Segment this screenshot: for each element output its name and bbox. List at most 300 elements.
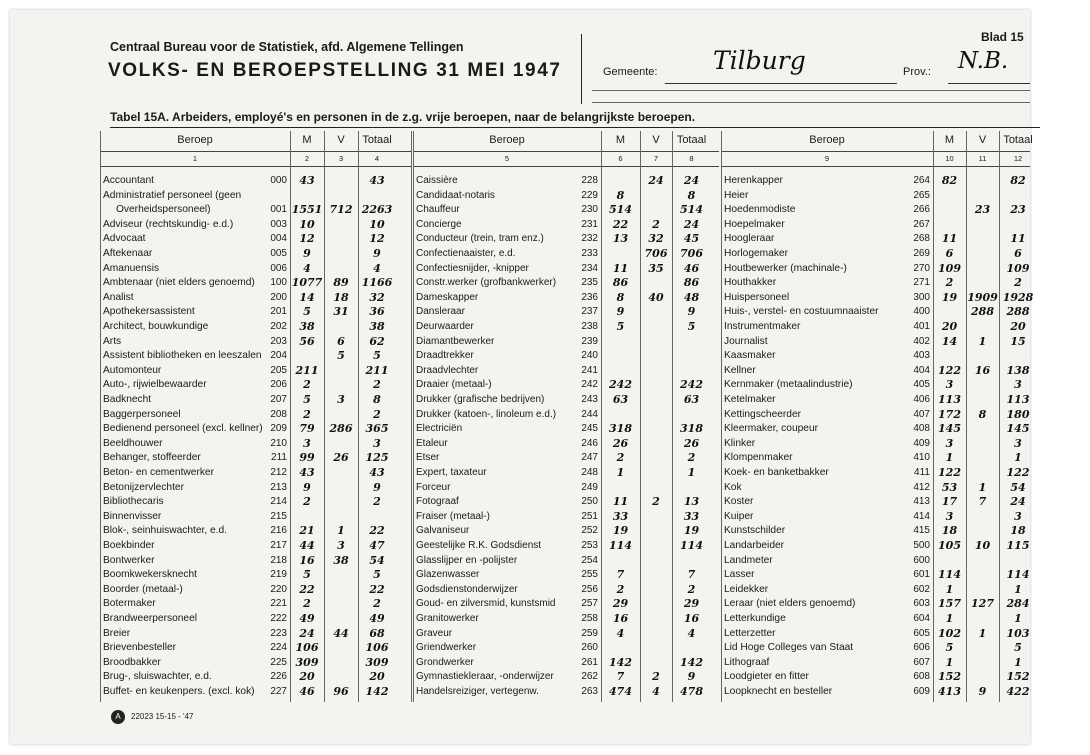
total-count: 145 — [1006, 422, 1030, 436]
occupation-code: 403 — [913, 350, 930, 362]
male-count: 14 — [941, 334, 958, 348]
male-count: 109 — [938, 261, 961, 275]
total-count: 12 — [369, 232, 385, 246]
occupation-code: 600 — [913, 554, 930, 566]
occupation-name: Houtbewerker (machinale-) — [724, 262, 847, 274]
occupation-header: Beroep — [177, 134, 213, 146]
occupation-code: 270 — [913, 262, 930, 274]
female-count: 127 — [971, 597, 994, 611]
male-count: 1 — [945, 582, 954, 596]
female-count: 4 — [652, 685, 660, 698]
occupation-code: 001 — [270, 204, 287, 216]
total-count: 2 — [1014, 276, 1022, 290]
female-count: 23 — [974, 203, 991, 217]
occupation-name: Boekbinder — [103, 540, 155, 551]
female-count: 31 — [333, 305, 349, 319]
occupation-code: 410 — [913, 452, 930, 464]
occupation-name: Analist — [103, 291, 134, 303]
male-count: 20 — [299, 670, 315, 684]
occupation-code: 227 — [270, 686, 287, 697]
occupation-code: 402 — [913, 335, 930, 347]
occupation-code: 608 — [913, 671, 930, 683]
total-count: 63 — [683, 393, 700, 406]
occupation-code: 237 — [581, 306, 598, 318]
male-count: 142 — [609, 655, 632, 669]
total-count: 24 — [683, 217, 700, 231]
total-count: 10 — [369, 217, 385, 231]
female-count: 5 — [337, 349, 345, 363]
occupation-name: Fotograaf — [416, 496, 459, 508]
occupation-code: 220 — [270, 583, 287, 595]
occupation-table-3 — [721, 131, 1034, 702]
total-count: 20 — [369, 670, 385, 684]
form-code: 22023 15-15 - '47 — [131, 712, 194, 721]
total-count: 288 — [1006, 305, 1030, 319]
occupation-name: Binnenvisser — [103, 510, 162, 522]
occupation-name: Leraar (niet elders genoemd) — [724, 598, 856, 610]
total-count: 142 — [365, 685, 389, 698]
occupation-name: Godsdienstonderwijzer — [416, 583, 518, 595]
total-count: 9 — [687, 670, 696, 684]
occupation-code: 405 — [913, 379, 930, 391]
occupation-code: 231 — [581, 218, 598, 230]
occupation-name: Journalist — [724, 335, 768, 347]
male-count: 318 — [609, 422, 632, 436]
male-count: 4 — [303, 261, 311, 275]
occupation-code: 257 — [581, 598, 598, 610]
male-count: 1 — [616, 466, 625, 479]
occupation-code: 208 — [270, 408, 287, 420]
occupation-name: Dansleraar — [416, 306, 465, 318]
male-count: 26 — [612, 436, 629, 450]
male-count: 43 — [299, 174, 315, 187]
male-count: 5 — [303, 305, 311, 319]
occupation-code: 251 — [581, 510, 598, 522]
male-count: 56 — [299, 334, 315, 348]
total-count: 2 — [373, 495, 381, 509]
occupation-code: 250 — [581, 496, 598, 508]
total-count: 106 — [365, 641, 389, 655]
occupation-name: Kuiper — [724, 510, 754, 522]
occupation-code: 268 — [913, 233, 930, 245]
occupation-name: Accountant — [103, 175, 154, 186]
occupation-name: Electriciën — [416, 423, 463, 435]
occupation-code: 269 — [913, 248, 930, 259]
total-count: 45 — [683, 232, 700, 246]
occupation-code: 003 — [270, 218, 287, 230]
male-header: M — [944, 134, 955, 146]
occupation-name: Houthakker — [724, 277, 777, 289]
occupation-name: Glasslijper en -polijster — [416, 554, 518, 566]
male-count: 18 — [941, 524, 958, 538]
occupation-code: 248 — [581, 467, 598, 478]
male-count: 11 — [612, 495, 629, 509]
occupation-name: Landarbeider — [724, 540, 785, 551]
occupation-name: Behanger, stoffeerder — [103, 452, 201, 464]
occupation-name: Bedienend personeel (excl. kellner) — [103, 423, 263, 435]
female-count: 8 — [978, 407, 987, 421]
male-count: 82 — [941, 174, 958, 187]
occupation-code: 223 — [270, 627, 287, 639]
gemeente-label: Gemeente: — [603, 66, 658, 78]
occupation-code: 218 — [270, 554, 287, 566]
male-count: 22 — [612, 217, 629, 231]
male-count: 19 — [941, 290, 958, 304]
female-count: 96 — [333, 685, 349, 698]
total-count: 2263 — [361, 203, 393, 217]
total-count: 478 — [680, 685, 703, 698]
occupation-name: Glazenwasser — [416, 569, 480, 581]
occupation-name: Confectienaaister, e.d. — [416, 248, 516, 259]
total-count: 5 — [1014, 641, 1022, 655]
occupation-code: 225 — [270, 656, 287, 668]
total-count: 114 — [680, 539, 703, 552]
occupation-name: Forceur — [416, 481, 451, 493]
occupation-code: 210 — [270, 437, 287, 449]
female-count: 1 — [978, 334, 987, 348]
occupation-name: Boomkwekersknecht — [103, 569, 197, 581]
total-count: 4 — [373, 261, 381, 275]
column-number: 2 — [304, 154, 310, 163]
occupation-name: Baggerpersoneel — [103, 408, 181, 420]
total-count: 115 — [1006, 539, 1030, 552]
occupation-name: Etser — [416, 452, 440, 464]
total-count: 3 — [373, 436, 381, 450]
total-count: 46 — [683, 261, 700, 275]
column-number: 9 — [824, 154, 830, 163]
male-count: 5 — [303, 568, 311, 582]
occupation-code: 408 — [913, 423, 930, 435]
occupation-code: 254 — [581, 554, 598, 566]
occupation-name: Letterzetter — [724, 627, 776, 639]
sheet-number — [981, 30, 1024, 44]
occupation-name: Chauffeur — [416, 204, 460, 216]
total-count: 3 — [1014, 509, 1022, 523]
male-count: 7 — [616, 670, 625, 684]
total-count: 5 — [373, 568, 381, 582]
total-count: 318 — [680, 422, 703, 436]
total-count: 47 — [369, 539, 385, 552]
occupation-name: Kettingscheerder — [724, 408, 802, 420]
column-rule — [324, 131, 325, 702]
total-count: 32 — [369, 290, 385, 304]
male-count: 38 — [299, 320, 315, 333]
male-count: 3 — [945, 436, 954, 450]
occupation-code: 201 — [270, 306, 287, 318]
male-count: 8 — [616, 188, 625, 202]
occupation-code: 005 — [270, 248, 287, 259]
column-number: 5 — [504, 154, 510, 163]
occupation-code: 260 — [581, 642, 598, 654]
female-count: 706 — [644, 247, 668, 260]
male-count: 19 — [612, 524, 629, 538]
occupation-name: Hoepelmaker — [724, 218, 785, 230]
occupation-code: 241 — [581, 364, 598, 376]
female-header: V — [337, 134, 345, 146]
total-count: 48 — [683, 290, 700, 304]
female-count: 3 — [337, 539, 345, 552]
occupation-code: 209 — [270, 423, 287, 435]
occupation-name: Broodbakker — [103, 656, 161, 668]
total-count: 514 — [680, 203, 703, 217]
total-count: 54 — [369, 553, 385, 567]
total-count: 82 — [1010, 174, 1026, 187]
occupation-code: 232 — [581, 233, 598, 245]
occupation-name: Diamantbewerker — [416, 335, 495, 347]
column-number: 12 — [1013, 154, 1023, 163]
total-count: 5 — [373, 349, 381, 363]
total-count: 180 — [1006, 407, 1030, 421]
blad-number: 15 — [1010, 30, 1024, 44]
occupation-code: 413 — [913, 496, 930, 508]
occupation-name: Architect, bouwkundige — [103, 321, 209, 332]
male-count: 157 — [938, 597, 961, 611]
occupation-name: Etaleur — [416, 437, 448, 449]
total-header: Totaal — [362, 134, 392, 146]
female-count: 3 — [337, 393, 345, 406]
occupation-code: 230 — [581, 204, 598, 216]
column-number: 10 — [945, 154, 954, 163]
occupation-name: Beeldhouwer — [103, 437, 163, 449]
occupation-name: Ketelmaker — [724, 394, 776, 405]
female-count: 38 — [333, 553, 349, 567]
male-count: 10 — [299, 217, 315, 231]
total-count: 7 — [687, 568, 696, 582]
occupation-name: Leidekker — [724, 583, 769, 595]
occupation-name: Conducteur (trein, tram enz.) — [416, 233, 544, 245]
province-line — [948, 83, 1030, 84]
male-count: 22 — [299, 582, 315, 596]
table-title: Tabel 15A. Arbeiders, employé's en personen in de z.g. vrije beroepen, naar de belangrijkste beroepen. — [110, 110, 696, 124]
male-count: 114 — [609, 539, 632, 552]
occupation-name: Landmeter — [724, 554, 773, 566]
occupation-code: 222 — [270, 613, 287, 624]
occupation-code: 229 — [581, 189, 598, 201]
occupation-name: Klinker — [724, 437, 756, 449]
total-count: 15 — [1010, 334, 1026, 348]
total-count: 16 — [683, 612, 700, 625]
occupation-code: 244 — [581, 408, 598, 420]
occupation-code: 601 — [913, 569, 930, 581]
column-number: 11 — [978, 154, 987, 163]
male-count: 474 — [609, 685, 632, 698]
column-rule — [413, 131, 414, 702]
male-count: 242 — [609, 378, 632, 392]
male-count: 514 — [609, 203, 632, 217]
occupation-name: Arts — [103, 335, 122, 347]
header-rule — [592, 102, 1030, 103]
occupation-name: Candidaat-notaris — [416, 189, 495, 201]
total-count: 242 — [680, 378, 703, 392]
occupation-name: Hoogleraar — [724, 233, 775, 245]
occupation-name: Expert, taxateur — [416, 467, 487, 478]
occupation-name: Huis-, verstel- en costuumnaaister — [724, 306, 879, 318]
male-count: 2 — [303, 495, 311, 509]
occupation-code: 246 — [581, 437, 598, 449]
occupation-name: Instrumentmaker — [724, 321, 801, 332]
occupation-name: Brug-, sluiswachter, e.d. — [103, 671, 212, 683]
occupation-name: Griendwerker — [416, 642, 477, 654]
occupation-name: Letterkundige — [724, 613, 786, 624]
total-count: 1 — [1014, 612, 1022, 625]
occupation-name: Heier — [724, 189, 749, 201]
male-count: 46 — [299, 685, 315, 698]
male-count: 11 — [941, 232, 958, 246]
male-count: 13 — [612, 232, 629, 246]
occupation-code: 264 — [913, 175, 930, 186]
male-count: 53 — [941, 480, 958, 494]
occupation-code: 415 — [913, 525, 930, 537]
occupation-code: 212 — [270, 467, 287, 478]
total-count: 125 — [365, 451, 389, 465]
total-count: 19 — [683, 524, 700, 538]
total-count: 138 — [1006, 363, 1030, 377]
occupation-code: 259 — [581, 627, 598, 639]
male-count: 2 — [616, 451, 625, 465]
female-header: V — [978, 134, 987, 146]
male-count: 21 — [299, 524, 315, 538]
total-count: 26 — [683, 436, 700, 450]
total-count: 9 — [687, 305, 696, 319]
occupation-code: 240 — [581, 350, 598, 362]
occupation-code: 235 — [581, 277, 598, 289]
occupation-name: Loopknecht en besteller — [724, 686, 833, 697]
occupation-code: 203 — [270, 335, 287, 347]
female-count: 286 — [329, 422, 353, 436]
occupation-code: 300 — [913, 291, 930, 303]
occupation-name: Klompenmaker — [724, 452, 793, 464]
occupation-code: 200 — [270, 291, 287, 303]
female-count: 2 — [652, 670, 660, 684]
occupation-code: 234 — [581, 262, 598, 274]
occupation-name: Kaasmaker — [724, 350, 776, 362]
female-count: 6 — [337, 334, 345, 348]
occupation-name: Draaier (metaal-) — [416, 379, 492, 391]
total-count: 3 — [1014, 436, 1022, 450]
total-count: 8 — [687, 188, 696, 202]
occupation-code: 267 — [913, 218, 930, 230]
occupation-code: 607 — [913, 656, 930, 668]
female-count: 288 — [971, 305, 994, 319]
female-count: 32 — [648, 232, 664, 246]
male-header: M — [615, 134, 626, 146]
total-header: Totaal — [1003, 134, 1033, 146]
total-count: 1 — [687, 466, 696, 479]
occupation-code: 266 — [913, 204, 930, 216]
male-count: 9 — [616, 305, 625, 319]
total-count: 86 — [683, 276, 700, 290]
occupation-code: 271 — [913, 277, 930, 289]
total-count: 22 — [369, 582, 385, 596]
male-count: 8 — [616, 290, 625, 304]
occupation-code: 219 — [270, 569, 287, 581]
female-header: V — [652, 134, 660, 146]
total-count: 309 — [365, 655, 389, 669]
occupation-name: Gymnastiekleraar, -onderwijzer — [416, 671, 554, 683]
total-count: 1928 — [1002, 290, 1034, 304]
occupation-name: Lasser — [724, 569, 755, 581]
male-count: 113 — [938, 393, 961, 406]
occupation-code: 202 — [270, 321, 287, 332]
occupation-table-1 — [100, 131, 411, 702]
occupation-name: Drukker (grafische bedrijven) — [416, 394, 545, 405]
occupation-name: Auto-, rijwielbewaarder — [103, 379, 207, 391]
occupation-name: Concierge — [416, 218, 462, 230]
male-count: 14 — [299, 290, 315, 304]
occupation-code: 401 — [913, 321, 930, 332]
male-count: 2 — [303, 407, 311, 421]
male-count: 33 — [612, 509, 629, 523]
total-count: 36 — [369, 305, 385, 319]
total-count: 122 — [1006, 466, 1030, 479]
gemeente-value: Tilburg — [713, 46, 806, 75]
printer-logo: A — [111, 710, 125, 724]
total-count: 706 — [680, 247, 703, 260]
female-count: 2 — [652, 495, 660, 509]
male-count: 122 — [938, 363, 961, 377]
male-count: 9 — [303, 480, 311, 494]
column-number: 4 — [374, 154, 380, 163]
male-count: 24 — [299, 626, 315, 640]
male-count: 16 — [612, 612, 629, 625]
occupation-code: 247 — [581, 452, 598, 464]
occupation-name: Huispersoneel — [724, 291, 790, 303]
occupation-code: 609 — [913, 686, 930, 697]
occupation-name: Bibliothecaris — [103, 496, 164, 508]
male-count: 152 — [938, 670, 961, 684]
occupation-code: 500 — [913, 540, 930, 551]
total-count: 9 — [373, 480, 381, 494]
male-count: 4 — [616, 626, 625, 640]
male-count: 145 — [938, 422, 961, 436]
male-count: 105 — [938, 539, 961, 552]
occupation-name: Advocaat — [103, 233, 146, 245]
occupation-name: Kleermaker, coupeur — [724, 423, 818, 435]
total-count: 284 — [1006, 597, 1030, 611]
female-count: 44 — [333, 626, 349, 640]
occupation-name: Assistent bibliotheken en leeszalen — [103, 350, 262, 362]
male-count: 17 — [941, 495, 958, 509]
occupation-name: Confectiesnijder, -knipper — [416, 262, 529, 274]
total-count: 114 — [1006, 568, 1030, 582]
occupation-name: Ambtenaar (niet elders genoemd) — [103, 277, 255, 289]
province-value: N.B. — [958, 48, 1009, 74]
total-count: 2 — [373, 407, 381, 421]
occupation-code: 204 — [270, 350, 287, 362]
occupation-code: 256 — [581, 583, 598, 595]
male-count: 1077 — [291, 276, 323, 290]
occupation-code: 412 — [913, 481, 930, 493]
occupation-code: 261 — [581, 656, 598, 668]
occupation-code: 226 — [270, 671, 287, 683]
total-count: 24 — [683, 174, 700, 187]
occupation-code: 238 — [581, 321, 598, 332]
occupation-code: 206 — [270, 379, 287, 391]
occupation-code: 252 — [581, 525, 598, 537]
occupation-code: 249 — [581, 481, 598, 493]
female-count: 7 — [978, 495, 987, 509]
total-count: 5 — [687, 320, 696, 333]
occupation-code: 214 — [270, 496, 287, 508]
occupation-code: 265 — [913, 189, 930, 201]
male-count: 3 — [945, 509, 954, 523]
column-number: 7 — [653, 154, 659, 163]
female-count: 35 — [648, 261, 664, 275]
occupation-code: 606 — [913, 642, 930, 654]
male-count: 44 — [299, 539, 315, 552]
occupation-name: Graveur — [416, 627, 453, 639]
occupation-name: Kunstschilder — [724, 525, 786, 537]
